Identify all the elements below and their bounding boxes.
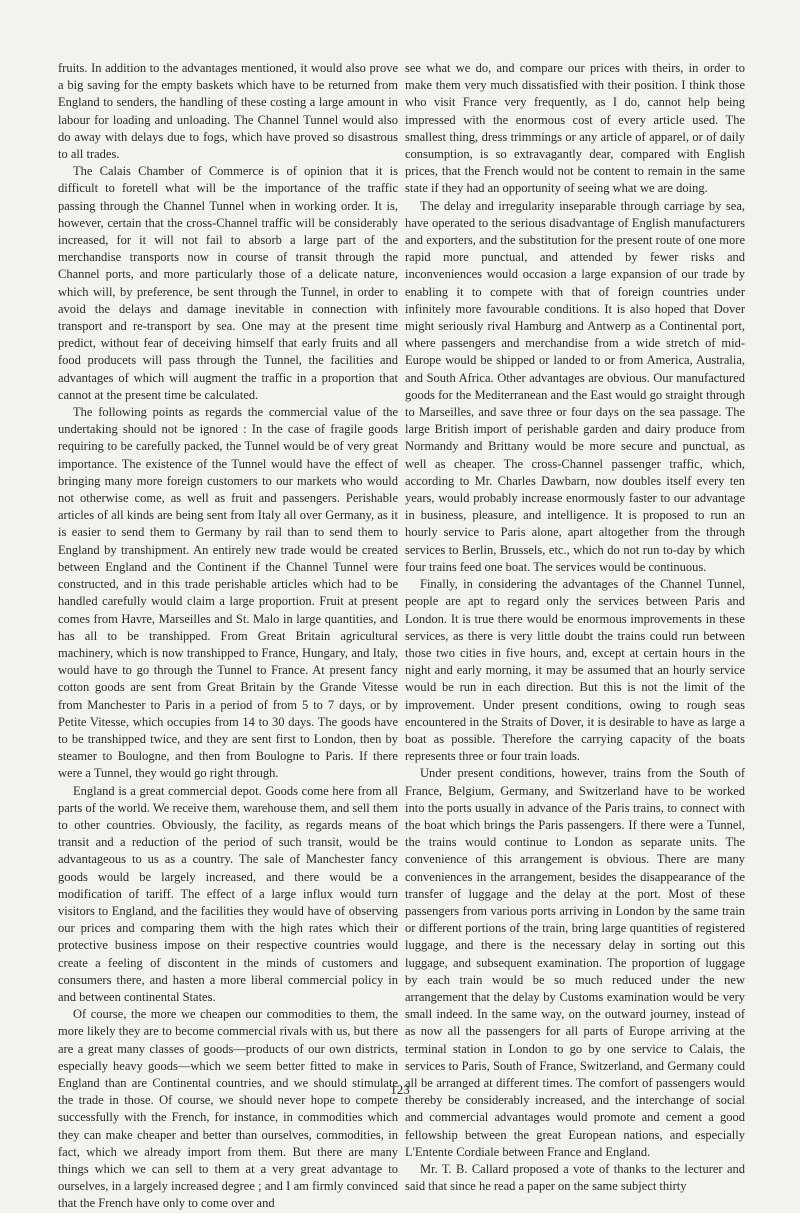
paragraph: The following points as regards the commercial value of the undertaking should not be ignored : In the case of fragile goods requiring to be carefully packed, the Tunnel would be of very great importance. The existence of the Tunnel would have the effect of bringing many more foreign customers to our markets who would not otherwise come, as well as fruit and passengers. Perishable articles of all kinds are being sent from Italy all over Germany, as it is easier to send them to Germany by rail than to send them to England by transhipment. An entirely new trade would be created between England and the Continent if the Channel Tunnel were constructed, and in this trade perishable articles which had to be handled carefully would claim a large proportion. Fruit at present comes from Havre, Marseilles and St. Malo in large quantities, and has all to be transhipped. From Great Britain agricultural machinery, which is now transhipped to France, Hungary, and Italy, would have to go through the Tunnel to France. At present fancy cotton goods are sent from Great Britain by the Grande Vitesse from Manchester to Paris in a period of from 5 to 7 days, or by Petite Vitesse, which occupies from 14 to 30 days. The goods have to be transhipped twice, and they are sent first to London, then by steamer to Boulogne, and then from Boulogne to Paris. If there were a Tunnel, they would go right through.	[58, 405, 398, 781]
paragraph: England is a great commercial depot. Goods come here from all parts of the world. We receive them, warehouse them, and sell them to other countries. Obviously, the facility, as regards means of transit and a reduction of the period of such transit, would be advantageous to us as a country. The sale of Manchester fancy goods would be largely increased, and there would be a modification of tariff. The effect of a large influx would turn visitors to England, and the facilities they would have of observing our prices and comparing them with the high rates which their protective business impose on their respective countries would create a feeling of discontent in the minds of customers and consumers there, and hasten a more liberal commercial policy in and between continental States.	[58, 783, 398, 1004]
paragraph: The delay and irregularity inseparable through carriage by sea, have operated to the serious disadvantage of English manufacturers and exporters, and the substitution for the present route of one more rapid more punctual, and attended by fewer risks and inconveniences would occasion a large expansion of our trade by enabling it to compete with that of foreign countries under infinitely more favourable conditions. It is also hoped that Dover might seriously rival Hamburg and Antwerp as a Continental port, where passengers and merchandise from a wide stretch of mid-Europe would be shipped or landed to or from America, Australia, and South Africa. Other advantages are obvious. Our manufactured goods for the Mediterranean and the East would go straight through to Marseilles, and save three or four days on the sea passage. The large British import of perishable garden and dairy produce from Normandy and Brittany would be more secure and punctual, as well as cheaper. The cross-Channel passenger traffic, which, according to Mr. Charles Dawbarn, now doubles itself every ten years, would probably increase enormously faster to our advantage in business, pleasure, and intelligence. It is proposed to run an hourly service to Paris alone, apart altogether from the through services to Berlin, Brussels, etc., which do not run to-day by which four trains feed one boat. The services would be continuous.	[405, 198, 745, 574]
right-column	[405, 60, 745, 1195]
paragraph: Of course, the more we cheapen our commodities to them, the more likely they are to become commercial rivals with us, but there are a great many classes of goods—products of our own districts, especially heavy goods—which we seem better fitted to make in England than are Continental countries, and we should stimulate the trade in those. Of course, we should never hope to compete successfully with the French, for instance, in commodities which they can make cheaper and better than ourselves, commodities, in fact, which we already import from them. But there are many things which we can sell to them at a very great advantage to ourselves, in a largely increased degree ; and I am firmly convinced that the French have only to come over and	[58, 1007, 398, 1211]
left-column	[58, 60, 398, 1213]
paragraph: fruits. In addition to the advantages mentioned, it would also prove a big saving for the empty baskets which have to be returned from England to senders, the handling of these costing a large amount in labour for loading and unloading. The Channel Tunnel would also do away with delays due to fogs, which have proved so disastrous to all trades.	[58, 61, 398, 162]
paragraph: Mr. T. B. Callard proposed a vote of thanks to the lecturer and said that since he read a paper on the same subject thirty	[405, 1162, 745, 1194]
paragraph: Under present conditions, however, trains from the South of France, Belgium, Germany, and Switzerland have to be worked into the ports usually in advance of the Paris trains, to connect with the boat which brings the Paris passengers. If there were a Tunnel, the trains would continue to London as separate units. The convenience of this arrangement is obvious. There are many conveniences in the arrangement, besides the disappearance of the transfer of luggage and the delay at the port. Most of these passengers from various ports arriving in London by the same train or different portions of the train, bring large quantities of registered luggage, and there is the necessary delay in sorting out this luggage, and subsequent examination. The proportion of luggage by each train would be so much reduced under the new arrangement that the delay by Customs examination would be very small indeed. In the same way, on the outward journey, instead of as now all the passengers for all parts of Europe arriving at the terminal station in London to go by one service to Calais, the services to Paris, South of France, Switzerland, and Germany could all be arranged at different times. The comfort of passengers would thereby be considerably increased, and the interchange of social and commercial advantages would promote and cement a good fellowship between the great European nations, and especially L'Entente Cordiale between France and England.	[405, 766, 745, 1159]
page-number: 123	[390, 1082, 410, 1097]
paragraph: Finally, in considering the advantages of the Channel Tunnel, people are apt to regard only the services between Paris and London. It is true there would be enormous improvements in these services, as there is very little doubt the trains could run between those two cities in five hours, and, except at certain hours in the night and early morning, it may be assumed that an hourly service would be run in each direction. But this is not the limit of the improvement. Under present conditions, owing to rough seas encountered in the Straits of Dover, it is desirable to have as large a boat as possible. Therefore the carrying capacity of the boats represents three or four train loads.	[405, 577, 745, 764]
paragraph: see what we do, and compare our prices with theirs, in order to make them very much dissatisfied with their position. I think those who visit France very frequently, as I do, cannot help being impressed with the enormous cost of every article used. The smallest thing, dress trimmings or any article of apparel, or of daily consumption, is so extravagantly dear, compared with English prices, that the French would not be content to remain in the same state if they had an opportunity of seeing what we are doing.	[405, 61, 745, 196]
paragraph: The Calais Chamber of Commerce is of opinion that it is difficult to foretell what will be the importance of the traffic passing through the Channel Tunnel when in working order. It is, however, certain that the cross-Channel traffic will be considerably increased, for it will not fail to absorb a large part of the merchandise transports now in course of transit through the Channel ports, and more particularly those of a delicate nature, which will, by preference, be sent through the Tunnel, in order to avoid the delays and damage inevitable in connection with transport and re-transport by sea. One may at the present time predict, without fear of deceiving himself that early fruits and all food producets will pass through the Tunnel, the facilities and advantages of which will augment the traffic in a proportion that cannot at the present time be calculated.	[58, 164, 398, 402]
